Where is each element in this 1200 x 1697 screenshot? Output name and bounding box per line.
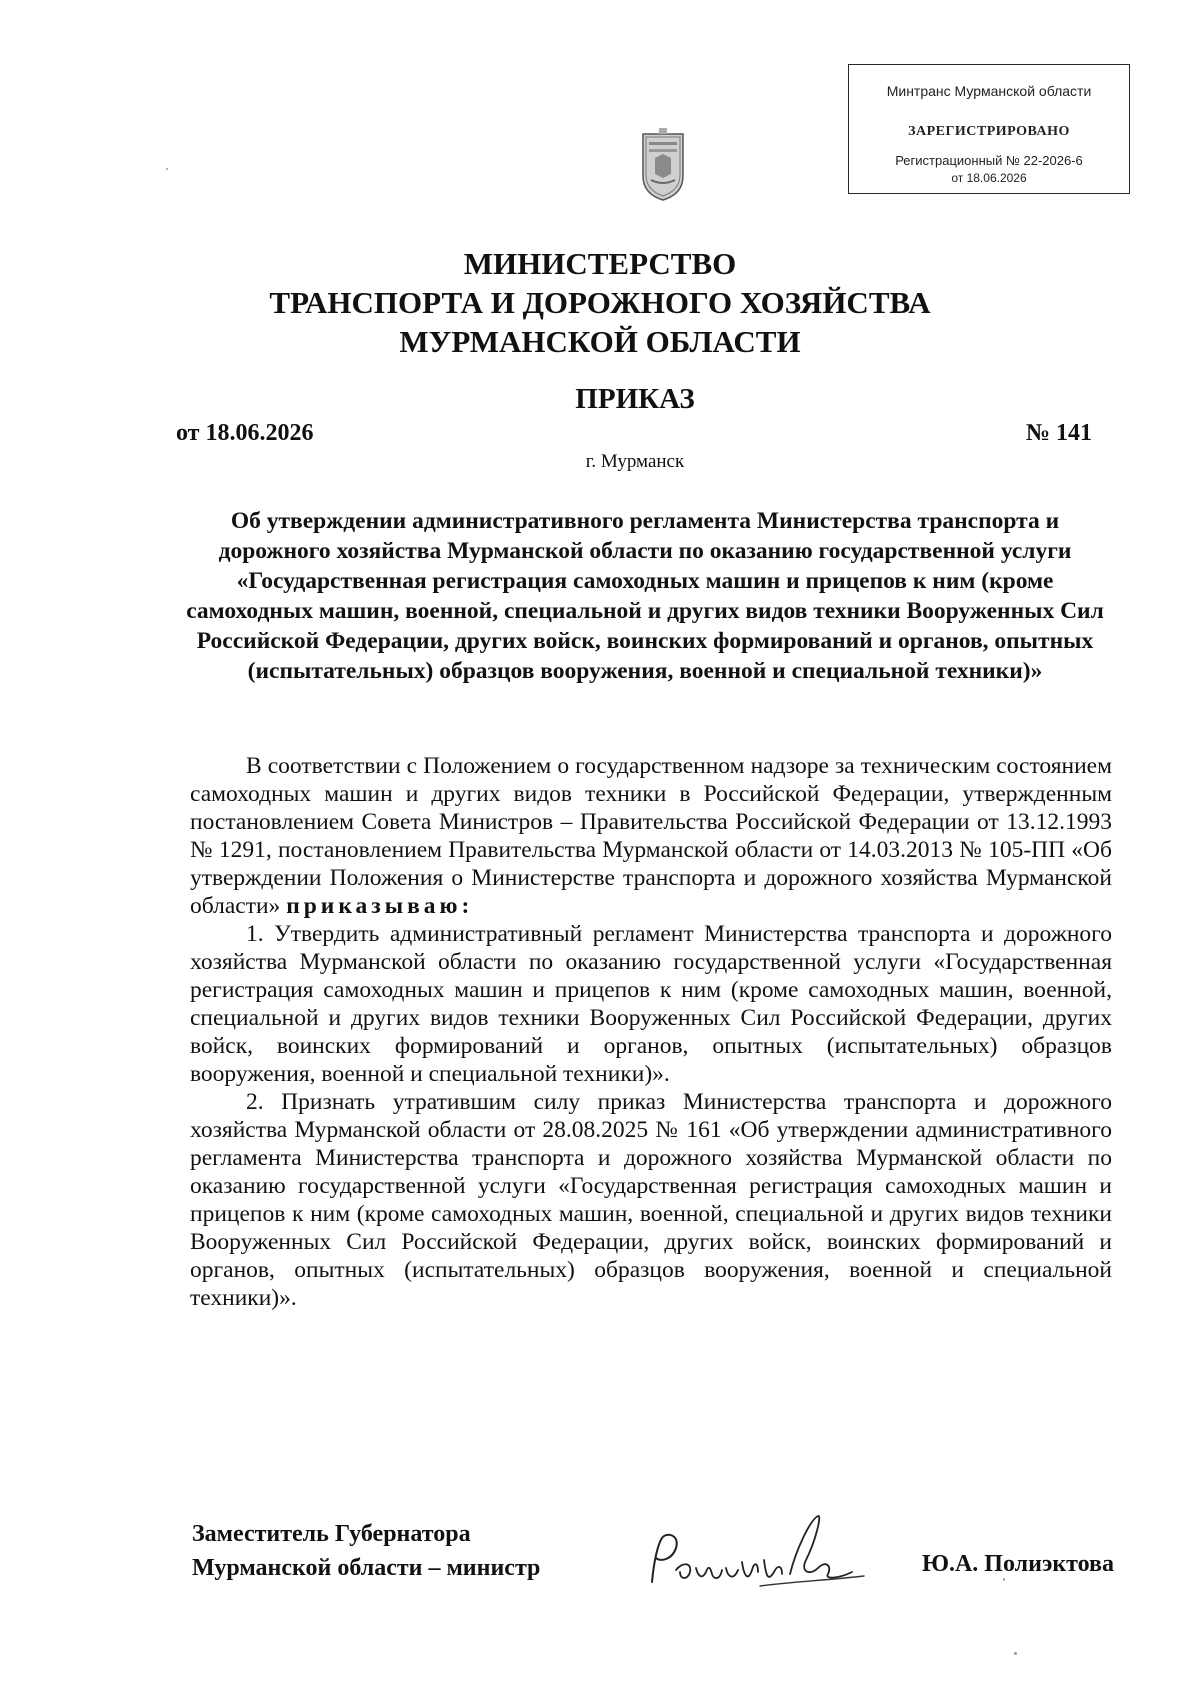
order-word: приказываю: — [286, 893, 474, 919]
signatory-role — [192, 1517, 540, 1585]
stamp-title: ЗАРЕГИСТРИРОВАНО — [908, 124, 1070, 139]
document-city: г. Мурманск — [585, 451, 685, 472]
signatory-role-line-1: Заместитель Губернатора — [192, 1521, 471, 1547]
handwritten-signature-icon — [640, 1510, 870, 1600]
document-number: № 141 — [1025, 420, 1092, 446]
item-2-paragraph: 2. Признать утратившим силу приказ Министерства транспорта и дорожного хозяйства Мурманской области от 28.08.2025 № 161 «Об утверждении административного регламента Министерства транспорта и дорожного хозяйства Мурманской области по оказанию государственной услуги «Государственная регистрация самоходных машин и прицепов к ним (кроме самоходных машин, военной, специальной и других видов техники Вооруженных Сил Российской Федерации, других войск, воинских формирований и органов, опытных (испытательных) образцов вооружения, военной и специальной техники)». — [190, 1089, 1112, 1311]
stamp-registration-number: Регистрационный № 22-2026-6 — [895, 153, 1083, 168]
signatory-name: Ю.А. Полиэктова — [921, 1551, 1114, 1577]
ministry-name — [0, 244, 1200, 361]
preamble-text: В соответствии с Положением о государственном надзоре за техническим состоянием самоходных машин и других видов техники в Российской Федерации, утвержденным постановлением Совета Министров – Правительства Российской Федерации от 13.12.1993 № 1291, постановлением Правительства Мурманской области от 14.03.2013 № 105-ПП «Об утверждении Положения о Министерстве транспорта и дорожного хозяйства Мурманской области» — [190, 753, 1112, 919]
stamp-date: от 18.06.2026 — [951, 171, 1027, 185]
document-body — [190, 752, 1112, 1312]
document-subject: Об утверждении административного регламента Министерства транспорта и дорожного хозяйства Мурманской области по оказанию государственной услуги «Государственная регистрация самоходных машин и прицепов к ним (кроме самоходных машин, военной, специальной и других видов техники Вооруженных Сил Российской Федерации, других войск, воинских формирований и органов, опытных (испытательных) образцов вооружения, военной и специальной техники)» — [186, 508, 1104, 684]
ministry-line-3: МУРМАНСКОЙ ОБЛАСТИ — [399, 324, 801, 359]
item-1-paragraph: 1. Утвердить административный регламент Министерства транспорта и дорожного хозяйства Мурманской области по оказанию государственной услуги «Государственная регистрация самоходных машин и прицепов к ним (кроме самоходных машин, военной, специальной и других видов техники Вооруженных Сил Российской Федерации, других войск, воинских формирований и органов, опытных (испытательных) образцов вооружения, военной и специальной техники)». — [190, 921, 1112, 1087]
scan-speck — [1014, 1652, 1017, 1655]
ministry-line-1: МИНИСТЕРСТВО — [463, 246, 737, 281]
scan-speck — [166, 168, 168, 170]
stamp-organization: Минтранс Мурманской области — [886, 83, 1092, 99]
preamble-paragraph — [190, 752, 1112, 920]
scan-speck — [1003, 1578, 1005, 1581]
signatory-role-line-2: Мурманской области – министр — [192, 1555, 541, 1581]
document-type: ПРИКАЗ — [575, 383, 695, 415]
coat-of-arms-icon — [641, 128, 685, 202]
ministry-line-2: ТРАНСПОРТА И ДОРОЖНОГО ХОЗЯЙСТВА — [269, 285, 931, 320]
document-date: от 18.06.2026 — [176, 420, 314, 446]
registration-stamp — [848, 64, 1130, 194]
